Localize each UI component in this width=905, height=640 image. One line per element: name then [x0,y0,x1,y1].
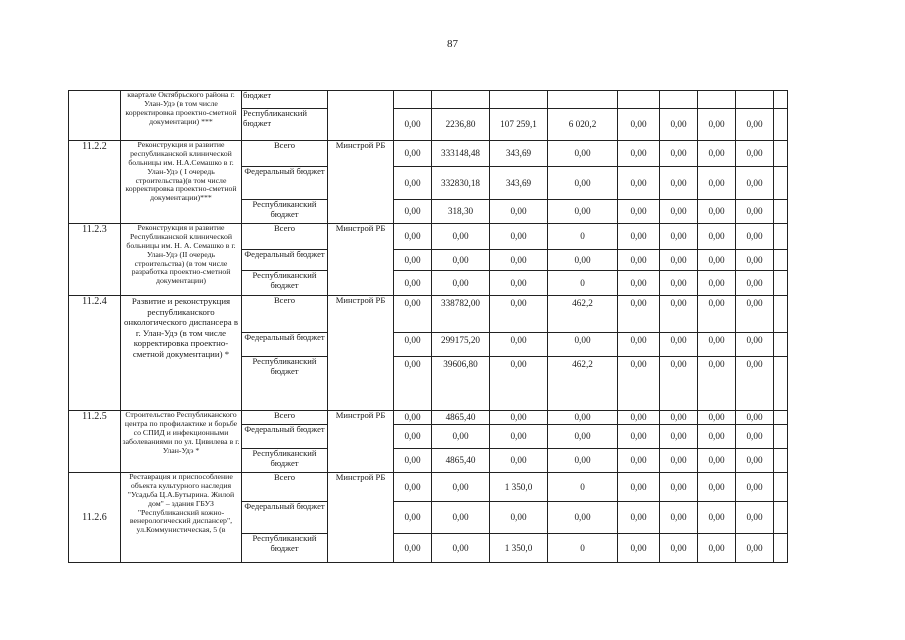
value-cell: 0,00 [698,109,736,141]
value-cell: 0,00 [618,534,660,563]
funding-source: Федеральный бюджет [242,502,328,534]
value-cell: 0 [548,224,618,250]
value-cell [490,91,548,109]
value-cell: 0,00 [394,296,432,333]
executor: Минстрой РБ [328,473,394,563]
value-cell: 0,00 [736,473,774,502]
value-cell: 0,00 [660,109,698,141]
value-cell: 0,00 [490,271,548,296]
value-cell: 0,00 [394,357,432,411]
measure-name: Реставрация и приспособление объекта культурного наследия "Усадьба Ц.А.Бутырина. Жилой дом" – здания ГБУЗ "Республиканский кожно-венерологический диспансер", ул.Коммунистическая, 5 (в [121,473,242,563]
funding-source: Республиканский бюджет [242,200,328,224]
value-cell: 462,2 [548,296,618,333]
value-cell: 0,00 [394,425,432,449]
value-cell: 0,00 [698,250,736,271]
value-cell: 0,00 [736,250,774,271]
measure-name: Реконструкция и развитие республиканской клинической больницы им. Н.А.Семашко в г. Улан-Удэ ( I очередь строительства)(в том числе корректировка проектно-сметной документации)*** [121,141,242,224]
value-cell: 0,00 [736,534,774,563]
value-cell: 0,00 [698,296,736,333]
value-cell: 0,00 [736,167,774,200]
empty-cell [774,473,788,502]
row-code: 11.2.3 [69,224,121,296]
value-cell: 0,00 [660,200,698,224]
value-cell: 0,00 [490,250,548,271]
value-cell: 0,00 [490,296,548,333]
value-cell: 0,00 [736,502,774,534]
value-cell: 343,69 [490,167,548,200]
value-cell: 0,00 [394,449,432,473]
value-cell: 0,00 [490,449,548,473]
value-cell: 0,00 [660,333,698,357]
funding-source: Республиканский бюджет [242,357,328,411]
empty-cell [774,141,788,167]
value-cell: 0,00 [618,200,660,224]
value-cell: 1 350,0 [490,473,548,502]
value-cell: 0,00 [660,250,698,271]
value-cell: 0,00 [394,109,432,141]
empty-cell [774,357,788,411]
value-cell: 0,00 [736,449,774,473]
value-cell: 0,00 [548,502,618,534]
value-cell: 0,00 [548,333,618,357]
row-code [69,91,121,141]
empty-cell [774,449,788,473]
executor: Минстрой РБ [328,296,394,411]
funding-source: бюджет [242,91,328,109]
value-cell: 0,00 [618,271,660,296]
executor [328,91,394,141]
value-cell: 0,00 [618,167,660,200]
value-cell: 0,00 [698,502,736,534]
empty-cell [774,91,788,109]
empty-cell [774,109,788,141]
measure-name: Развитие и реконструкция республиканского онкологического диспансера в г. Улан-Удэ (в том числе корректировка проектно-сметной документации) * [121,296,242,411]
value-cell: 0,00 [736,271,774,296]
row-code: 11.2.6 [69,473,121,563]
funding-source: Республиканский бюджет [242,109,328,141]
value-cell: 0,00 [394,411,432,425]
value-cell: 107 259,1 [490,109,548,141]
empty-cell [774,333,788,357]
value-cell: 0,00 [698,333,736,357]
value-cell: 0,00 [548,250,618,271]
value-cell: 0,00 [490,224,548,250]
value-cell: 0,00 [394,333,432,357]
value-cell: 0,00 [736,425,774,449]
value-cell: 0,00 [548,141,618,167]
value-cell: 332830,18 [432,167,490,200]
value-cell: 0,00 [660,425,698,449]
value-cell: 0,00 [660,357,698,411]
value-cell: 0,00 [548,425,618,449]
value-cell: 0,00 [618,109,660,141]
value-cell: 0,00 [490,502,548,534]
value-cell: 0,00 [618,357,660,411]
value-cell: 0,00 [660,167,698,200]
value-cell [660,91,698,109]
empty-cell [774,224,788,250]
value-cell: 0,00 [736,296,774,333]
empty-cell [774,411,788,425]
value-cell [548,91,618,109]
value-cell: 0,00 [660,296,698,333]
value-cell: 0,00 [660,271,698,296]
value-cell: 0,00 [490,357,548,411]
value-cell: 0,00 [618,296,660,333]
funding-source: Всего [242,224,328,250]
budget-table [68,90,788,563]
value-cell: 0,00 [618,449,660,473]
value-cell: 333148,48 [432,141,490,167]
value-cell: 4865,40 [432,449,490,473]
empty-cell [774,271,788,296]
value-cell: 0,00 [490,425,548,449]
value-cell: 0,00 [432,224,490,250]
value-cell: 0,00 [394,141,432,167]
funding-source: Всего [242,141,328,167]
value-cell: 0,00 [432,250,490,271]
value-cell: 0,00 [548,411,618,425]
value-cell: 0,00 [394,534,432,563]
value-cell [736,91,774,109]
value-cell: 0,00 [618,411,660,425]
funding-source: Республиканский бюджет [242,271,328,296]
value-cell: 0 [548,271,618,296]
value-cell: 0,00 [394,502,432,534]
value-cell: 0,00 [698,224,736,250]
value-cell: 0,00 [490,333,548,357]
value-cell: 338782,00 [432,296,490,333]
value-cell: 0,00 [736,411,774,425]
table-row [69,411,788,425]
funding-source: Федеральный бюджет [242,425,328,449]
value-cell: 0,00 [394,224,432,250]
value-cell: 299175,20 [432,333,490,357]
value-cell [394,91,432,109]
value-cell: 0,00 [698,271,736,296]
value-cell: 0,00 [660,473,698,502]
value-cell: 0,00 [618,141,660,167]
funding-source: Всего [242,473,328,502]
value-cell: 0,00 [618,224,660,250]
value-cell: 0,00 [698,411,736,425]
value-cell: 0,00 [736,200,774,224]
empty-cell [774,200,788,224]
value-cell: 0,00 [660,224,698,250]
value-cell: 0,00 [490,200,548,224]
value-cell: 0,00 [698,167,736,200]
row-code: 11.2.4 [69,296,121,411]
value-cell: 0,00 [432,425,490,449]
funding-source: Республиканский бюджет [242,534,328,563]
value-cell: 0,00 [660,411,698,425]
value-cell: 0,00 [698,141,736,167]
value-cell: 0,00 [698,473,736,502]
value-cell: 0,00 [432,271,490,296]
value-cell: 0,00 [736,141,774,167]
value-cell: 0,00 [698,425,736,449]
value-cell: 0,00 [660,141,698,167]
value-cell: 0,00 [660,502,698,534]
value-cell [698,91,736,109]
value-cell: 0 [548,473,618,502]
funding-source: Федеральный бюджет [242,333,328,357]
table-row [69,296,788,333]
measure-name: Строительство Республиканского центра по профилактике и борьбе со СПИД и инфекционными заболеваниями по ул. Цивилева в г. Улан-Удэ * [121,411,242,473]
value-cell: 343,69 [490,141,548,167]
funding-source: Всего [242,296,328,333]
value-cell: 0,00 [618,502,660,534]
value-cell: 0,00 [432,502,490,534]
funding-source: Федеральный бюджет [242,167,328,200]
value-cell: 462,2 [548,357,618,411]
value-cell: 0,00 [698,534,736,563]
value-cell: 0,00 [736,357,774,411]
value-cell: 0,00 [490,411,548,425]
value-cell: 39606,80 [432,357,490,411]
value-cell: 0,00 [432,473,490,502]
empty-cell [774,425,788,449]
value-cell: 4865,40 [432,411,490,425]
empty-cell [774,502,788,534]
empty-cell [774,250,788,271]
row-code: 11.2.5 [69,411,121,473]
executor: Минстрой РБ [328,141,394,224]
value-cell: 0,00 [736,109,774,141]
value-cell: 0,00 [394,473,432,502]
executor: Минстрой РБ [328,411,394,473]
value-cell: 0,00 [736,224,774,250]
value-cell: 0,00 [618,473,660,502]
value-cell: 0,00 [618,333,660,357]
table-row [69,224,788,250]
value-cell: 0,00 [660,534,698,563]
value-cell: 0,00 [618,425,660,449]
table-row [69,141,788,167]
executor: Минстрой РБ [328,224,394,296]
funding-source: Всего [242,411,328,425]
value-cell: 0,00 [394,167,432,200]
page-number: 87 [447,38,458,50]
funding-source: Республиканский бюджет [242,449,328,473]
value-cell: 318,30 [432,200,490,224]
value-cell: 0,00 [736,333,774,357]
empty-cell [774,534,788,563]
value-cell: 0,00 [548,449,618,473]
value-cell: 0,00 [660,449,698,473]
value-cell: 0,00 [698,449,736,473]
value-cell: 0,00 [394,250,432,271]
value-cell: 1 350,0 [490,534,548,563]
table-row [69,91,788,109]
value-cell: 0,00 [698,200,736,224]
value-cell: 2236,80 [432,109,490,141]
row-code: 11.2.2 [69,141,121,224]
value-cell: 0,00 [618,250,660,271]
table-row [69,473,788,502]
measure-name: квартале Октябрьского района г. Улан-Удэ (в том числе корректировка проектно-сметной документации) *** [121,91,242,141]
value-cell: 0,00 [394,200,432,224]
value-cell: 6 020,2 [548,109,618,141]
measure-name: Реконструкция и развитие Республиканской клинической больницы им. Н. А. Семашко в г. Улан-Удэ (II очередь строительства) (в том числе разработка проектно-сметной документации) [121,224,242,296]
value-cell: 0 [548,534,618,563]
value-cell: 0,00 [698,357,736,411]
funding-source: Федеральный бюджет [242,250,328,271]
value-cell [618,91,660,109]
value-cell: 0,00 [432,534,490,563]
value-cell: 0,00 [548,200,618,224]
empty-cell [774,296,788,333]
value-cell: 0,00 [394,271,432,296]
value-cell [432,91,490,109]
empty-cell [774,167,788,200]
value-cell: 0,00 [548,167,618,200]
